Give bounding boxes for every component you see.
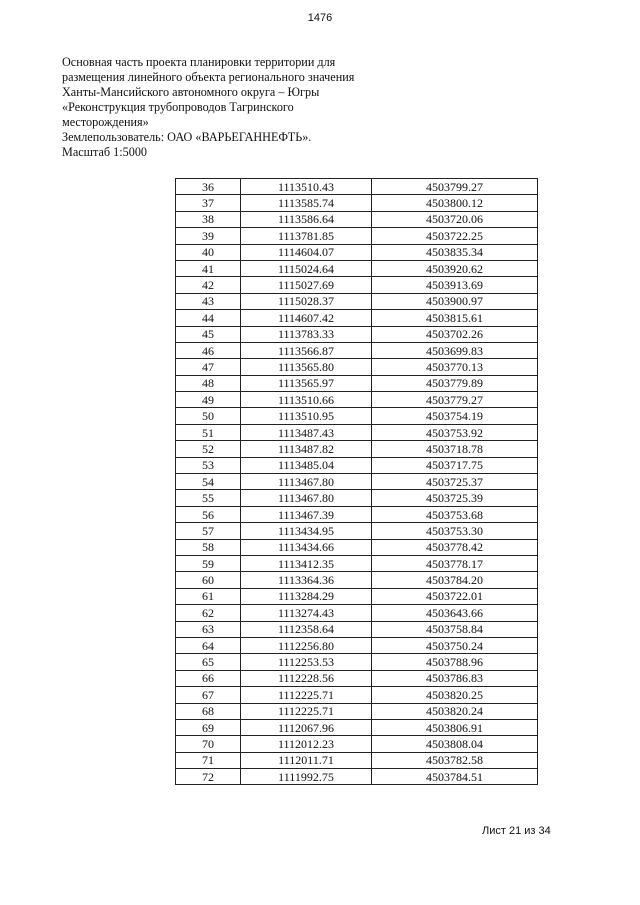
x-coordinate-cell: 1113783.33 (241, 326, 372, 342)
point-number-cell: 37 (176, 195, 241, 211)
point-number-cell: 54 (176, 474, 241, 490)
table-row (176, 670, 538, 686)
y-coordinate-cell: 4503799.27 (372, 179, 538, 195)
x-coordinate-cell: 1113434.66 (241, 539, 372, 555)
x-coordinate-cell: 1113510.66 (241, 392, 372, 408)
table-row (176, 506, 538, 522)
table-row (176, 769, 538, 785)
point-number-cell: 43 (176, 293, 241, 309)
y-coordinate-cell: 4503758.84 (372, 621, 538, 637)
x-coordinate-cell: 1111992.75 (241, 769, 372, 785)
sheet-counter: Лист 21 из 34 (482, 825, 551, 837)
y-coordinate-cell: 4503913.69 (372, 277, 538, 293)
x-coordinate-cell: 1113364.36 (241, 572, 372, 588)
land-user-line: Землепользователь: ОАО «ВАРЬЕГАННЕФТЬ». (62, 130, 312, 144)
table-row (176, 474, 538, 490)
point-number-cell: 40 (176, 244, 241, 260)
y-coordinate-cell: 4503699.83 (372, 342, 538, 358)
y-coordinate-cell: 4503702.26 (372, 326, 538, 342)
x-coordinate-cell: 1113284.29 (241, 588, 372, 604)
point-number-cell: 49 (176, 392, 241, 408)
x-coordinate-cell: 1113485.04 (241, 457, 372, 473)
point-number-cell: 64 (176, 637, 241, 653)
table-row (176, 179, 538, 195)
table-row (176, 228, 538, 244)
table-row (176, 621, 538, 637)
y-coordinate-cell: 4503643.66 (372, 605, 538, 621)
x-coordinate-cell: 1112225.71 (241, 687, 372, 703)
x-coordinate-cell: 1115028.37 (241, 293, 372, 309)
x-coordinate-cell: 1112225.71 (241, 703, 372, 719)
point-number-cell: 70 (176, 736, 241, 752)
table-row (176, 637, 538, 653)
table-row (176, 654, 538, 670)
coordinates-table (175, 178, 538, 785)
point-number-cell: 51 (176, 424, 241, 440)
header-line: месторождения» (62, 115, 149, 129)
y-coordinate-cell: 4503800.12 (372, 195, 538, 211)
table-row (176, 490, 538, 506)
x-coordinate-cell: 1113467.80 (241, 474, 372, 490)
point-number-cell: 46 (176, 342, 241, 358)
x-coordinate-cell: 1113565.80 (241, 359, 372, 375)
x-coordinate-cell: 1112011.71 (241, 752, 372, 768)
x-coordinate-cell: 1112012.23 (241, 736, 372, 752)
point-number-cell: 38 (176, 211, 241, 227)
y-coordinate-cell: 4503718.78 (372, 441, 538, 457)
y-coordinate-cell: 4503788.96 (372, 654, 538, 670)
y-coordinate-cell: 4503779.89 (372, 375, 538, 391)
x-coordinate-cell: 1113487.43 (241, 424, 372, 440)
y-coordinate-cell: 4503754.19 (372, 408, 538, 424)
y-coordinate-cell: 4503720.06 (372, 211, 538, 227)
y-coordinate-cell: 4503920.62 (372, 260, 538, 276)
x-coordinate-cell: 1112228.56 (241, 670, 372, 686)
y-coordinate-cell: 4503778.42 (372, 539, 538, 555)
y-coordinate-cell: 4503722.01 (372, 588, 538, 604)
x-coordinate-cell: 1115024.64 (241, 260, 372, 276)
table-row (176, 211, 538, 227)
table-row (176, 375, 538, 391)
y-coordinate-cell: 4503808.04 (372, 736, 538, 752)
y-coordinate-cell: 4503806.91 (372, 719, 538, 735)
y-coordinate-cell: 4503753.92 (372, 424, 538, 440)
point-number-cell: 48 (176, 375, 241, 391)
point-number-cell: 53 (176, 457, 241, 473)
point-number-cell: 47 (176, 359, 241, 375)
table-row (176, 408, 538, 424)
y-coordinate-cell: 4503784.20 (372, 572, 538, 588)
x-coordinate-cell: 1115027.69 (241, 277, 372, 293)
x-coordinate-cell: 1112358.64 (241, 621, 372, 637)
x-coordinate-cell: 1113510.95 (241, 408, 372, 424)
x-coordinate-cell: 1112067.96 (241, 719, 372, 735)
point-number-cell: 72 (176, 769, 241, 785)
x-coordinate-cell: 1112256.80 (241, 637, 372, 653)
y-coordinate-cell: 4503722.25 (372, 228, 538, 244)
table-row (176, 195, 538, 211)
point-number-cell: 41 (176, 260, 241, 276)
y-coordinate-cell: 4503725.37 (372, 474, 538, 490)
point-number-cell: 44 (176, 310, 241, 326)
y-coordinate-cell: 4503835.34 (372, 244, 538, 260)
table-row (176, 424, 538, 440)
point-number-cell: 71 (176, 752, 241, 768)
x-coordinate-cell: 1113467.39 (241, 506, 372, 522)
point-number-cell: 52 (176, 441, 241, 457)
header-line: Ханты-Мансийского автономного округа – Югры (62, 85, 320, 99)
x-coordinate-cell: 1113566.87 (241, 342, 372, 358)
table-row (176, 572, 538, 588)
point-number-cell: 45 (176, 326, 241, 342)
table-row (176, 342, 538, 358)
x-coordinate-cell: 1112253.53 (241, 654, 372, 670)
header-line: Основная часть проекта планировки территории для (62, 55, 336, 69)
point-number-cell: 39 (176, 228, 241, 244)
point-number-cell: 50 (176, 408, 241, 424)
y-coordinate-cell: 4503770.13 (372, 359, 538, 375)
header-line: «Реконструкция трубопроводов Тагринского (62, 100, 294, 114)
x-coordinate-cell: 1113585.74 (241, 195, 372, 211)
y-coordinate-cell: 4503717.75 (372, 457, 538, 473)
table-row (176, 752, 538, 768)
point-number-cell: 69 (176, 719, 241, 735)
table-row (176, 326, 538, 342)
x-coordinate-cell: 1114607.42 (241, 310, 372, 326)
point-number-cell: 61 (176, 588, 241, 604)
table-row (176, 687, 538, 703)
x-coordinate-cell: 1114604.07 (241, 244, 372, 260)
point-number-cell: 36 (176, 179, 241, 195)
x-coordinate-cell: 1113586.64 (241, 211, 372, 227)
y-coordinate-cell: 4503782.58 (372, 752, 538, 768)
x-coordinate-cell: 1113565.97 (241, 375, 372, 391)
table-row (176, 703, 538, 719)
header-line: размещения линейного объекта регионального значения (62, 70, 355, 84)
x-coordinate-cell: 1113274.43 (241, 605, 372, 621)
table-row (176, 523, 538, 539)
page-number: 1476 (307, 12, 333, 24)
scale-line: Масштаб 1:5000 (62, 145, 148, 159)
point-number-cell: 42 (176, 277, 241, 293)
x-coordinate-cell: 1113434.95 (241, 523, 372, 539)
point-number-cell: 55 (176, 490, 241, 506)
y-coordinate-cell: 4503820.24 (372, 703, 538, 719)
x-coordinate-cell: 1113487.82 (241, 441, 372, 457)
y-coordinate-cell: 4503820.25 (372, 687, 538, 703)
table-row (176, 457, 538, 473)
y-coordinate-cell: 4503779.27 (372, 392, 538, 408)
point-number-cell: 59 (176, 555, 241, 571)
coordinates-table-body (176, 179, 538, 785)
y-coordinate-cell: 4503725.39 (372, 490, 538, 506)
table-row (176, 277, 538, 293)
document-header (62, 55, 392, 160)
point-number-cell: 68 (176, 703, 241, 719)
table-row (176, 260, 538, 276)
table-row (176, 555, 538, 571)
point-number-cell: 67 (176, 687, 241, 703)
table-row (176, 736, 538, 752)
x-coordinate-cell: 1113781.85 (241, 228, 372, 244)
x-coordinate-cell: 1113510.43 (241, 179, 372, 195)
point-number-cell: 63 (176, 621, 241, 637)
y-coordinate-cell: 4503900.97 (372, 293, 538, 309)
point-number-cell: 60 (176, 572, 241, 588)
table-row (176, 441, 538, 457)
table-row (176, 293, 538, 309)
table-row (176, 605, 538, 621)
y-coordinate-cell: 4503786.83 (372, 670, 538, 686)
y-coordinate-cell: 4503778.17 (372, 555, 538, 571)
x-coordinate-cell: 1113467.80 (241, 490, 372, 506)
table-row (176, 244, 538, 260)
table-row (176, 359, 538, 375)
x-coordinate-cell: 1113412.35 (241, 555, 372, 571)
point-number-cell: 66 (176, 670, 241, 686)
y-coordinate-cell: 4503750.24 (372, 637, 538, 653)
y-coordinate-cell: 4503784.51 (372, 769, 538, 785)
table-row (176, 392, 538, 408)
point-number-cell: 57 (176, 523, 241, 539)
y-coordinate-cell: 4503815.61 (372, 310, 538, 326)
table-row (176, 719, 538, 735)
table-row (176, 310, 538, 326)
point-number-cell: 56 (176, 506, 241, 522)
table-row (176, 588, 538, 604)
y-coordinate-cell: 4503753.68 (372, 506, 538, 522)
point-number-cell: 65 (176, 654, 241, 670)
table-row (176, 539, 538, 555)
point-number-cell: 58 (176, 539, 241, 555)
y-coordinate-cell: 4503753.30 (372, 523, 538, 539)
point-number-cell: 62 (176, 605, 241, 621)
